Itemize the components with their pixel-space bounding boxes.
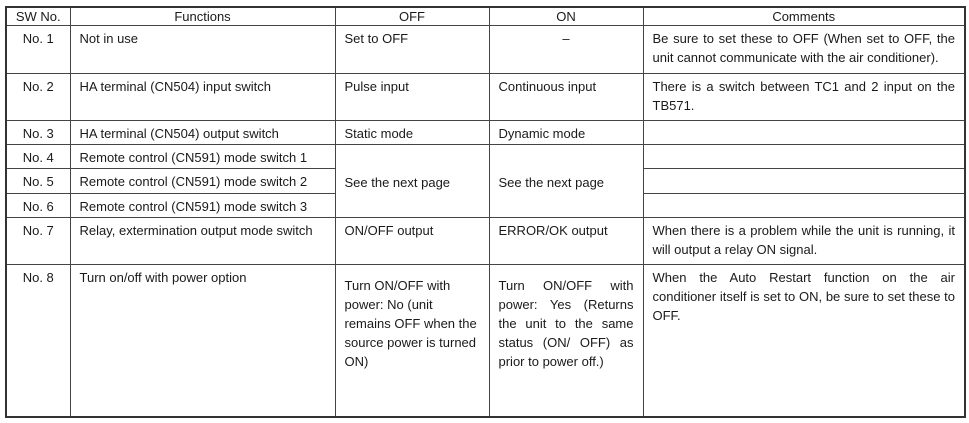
comment-cell: When the Auto Restart function on the air conditioner itself is set to ON, be sure to set these to OFF.: [643, 265, 965, 417]
comment-cell: Be sure to set these to OFF (When set to OFF, the unit cannot communicate with the air conditioner).: [643, 26, 965, 74]
table-row: [6, 218, 965, 265]
off-cell: [335, 265, 489, 417]
comment-cell: [643, 145, 965, 169]
comment-cell: [643, 194, 965, 218]
table-row: [6, 26, 965, 74]
off-cell: Pulse input: [335, 74, 489, 121]
sw-number: No. 8: [6, 265, 70, 417]
sw-number: No. 7: [6, 218, 70, 265]
on-cell: See the next page: [489, 145, 643, 218]
comment-cell: [643, 121, 965, 145]
header-off: OFF: [335, 7, 489, 26]
on-cell: –: [489, 26, 643, 74]
on-cell: ERROR/OK output: [489, 218, 643, 265]
off-cell: See the next page: [335, 145, 489, 218]
on-cell: [489, 265, 643, 417]
header-on: ON: [489, 7, 643, 26]
sw-number: No. 5: [6, 169, 70, 194]
off-cell-text: Turn ON/OFF with power: No (unit remains OFF when the source power is turned ON): [344, 278, 477, 369]
table-row: [6, 121, 965, 145]
function-cell: Remote control (CN591) mode switch 1: [70, 145, 335, 169]
header-functions: Functions: [70, 7, 335, 26]
on-cell-text: Turn ON/OFF with power: Yes (Returns the unit to the same status (ON/ OFF) as prior to power off.): [498, 278, 634, 369]
off-cell: ON/OFF output: [335, 218, 489, 265]
function-cell: Remote control (CN591) mode switch 2: [70, 169, 335, 194]
off-cell: Static mode: [335, 121, 489, 145]
sw-number: No. 1: [6, 26, 70, 74]
sw-number: No. 4: [6, 145, 70, 169]
sw-number: No. 2: [6, 74, 70, 121]
header-comments: Comments: [643, 7, 965, 26]
header-row: [6, 7, 965, 26]
table-row: [6, 265, 965, 417]
comment-cell: When there is a problem while the unit is running, it will output a relay ON signal.: [643, 218, 965, 265]
function-cell: Relay, extermination output mode switch: [70, 218, 335, 265]
function-cell: HA terminal (CN504) input switch: [70, 74, 335, 121]
off-cell: Set to OFF: [335, 26, 489, 74]
comment-cell: [643, 169, 965, 194]
dip-switch-table: [5, 6, 966, 418]
table-row: [6, 74, 965, 121]
function-cell: Turn on/off with power option: [70, 265, 335, 417]
on-cell: Continuous input: [489, 74, 643, 121]
header-sw-no: SW No.: [6, 7, 70, 26]
comment-cell: There is a switch between TC1 and 2 input on the TB571.: [643, 74, 965, 121]
sw-number: No. 6: [6, 194, 70, 218]
on-cell: Dynamic mode: [489, 121, 643, 145]
function-cell: Remote control (CN591) mode switch 3: [70, 194, 335, 218]
table-row: [6, 145, 965, 169]
function-cell: HA terminal (CN504) output switch: [70, 121, 335, 145]
sw-number: No. 3: [6, 121, 70, 145]
function-cell: Not in use: [70, 26, 335, 74]
